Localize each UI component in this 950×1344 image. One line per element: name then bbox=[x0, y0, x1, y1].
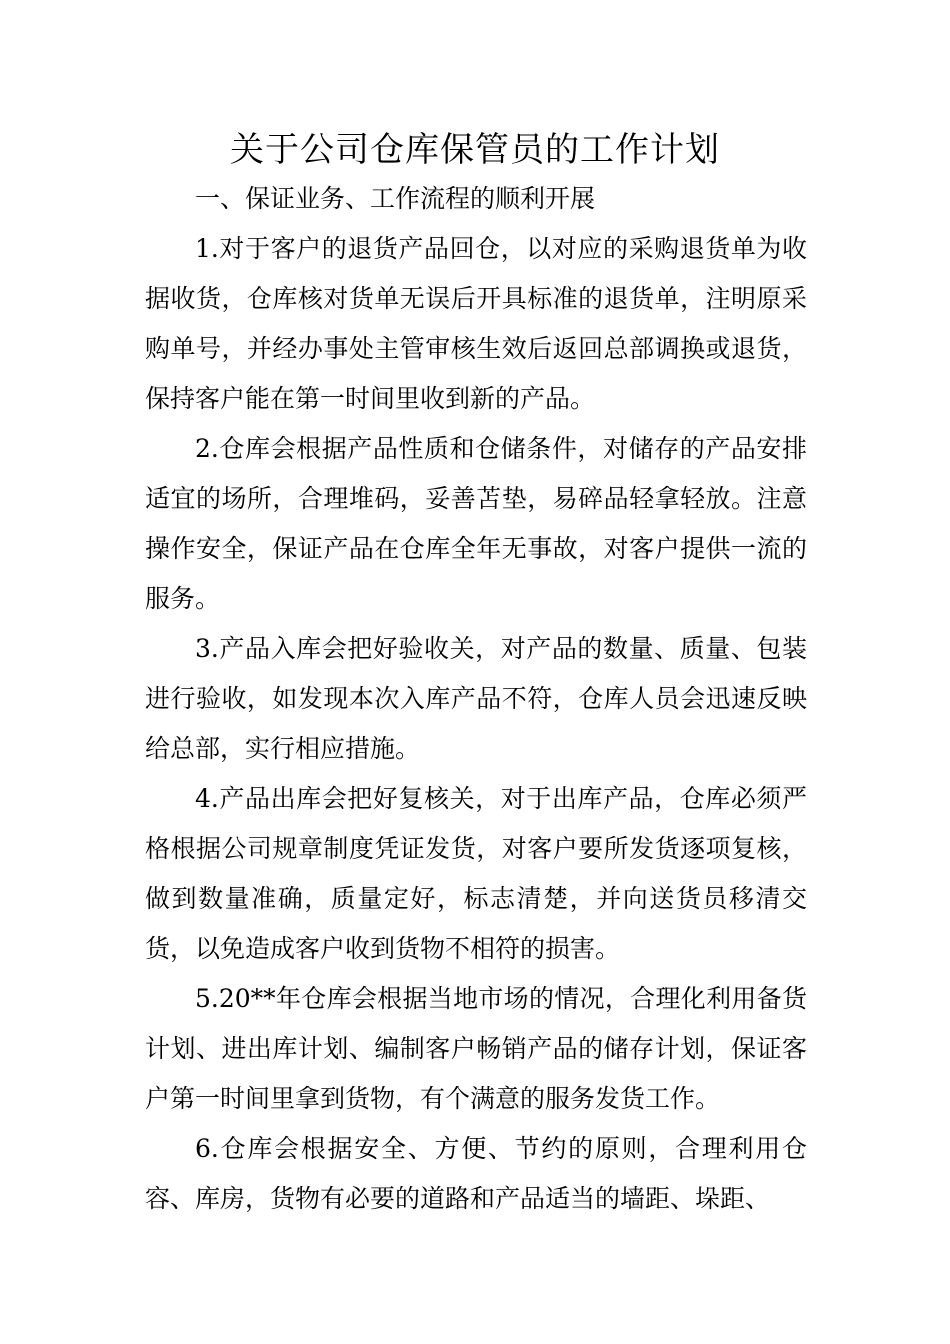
paragraph-2: 2.仓库会根据产品性质和仓储条件，对储存的产品安排适宜的场所，合理堆码，妥善苫垫，易碎品轻拿轻放。注意操作安全，保证产品在仓库全年无事故，对客户提供一流的服务。 bbox=[145, 434, 807, 613]
paragraph-3: 3.产品入库会把好验收关，对产品的数量、质量、包装进行验收，如发现本次入库产品不符，仓库人员会迅速反映给总部，实行相应措施。 bbox=[145, 634, 807, 763]
paragraph-1: 1.对于客户的退货产品回仓，以对应的采购退货单为收据收货，仓库核对货单无误后开具标准的退货单，注明原采购单号，并经办事处主管审核生效后返回总部调换或退货，保持客户能在第一时间里收到新的产品。 bbox=[145, 234, 807, 413]
paragraph-4: 4.产品出库会把好复核关，对于出库产品，仓库必须严格根据公司规章制度凭证发货，对客户要所发货逐项复核，做到数量准确，质量定好，标志清楚，并向送货员移清交货，以免造成客户收到货物不相符的损害。 bbox=[145, 784, 807, 963]
document-title: 关于公司仓库保管员的工作计划 bbox=[230, 130, 720, 170]
paragraph-6: 6.仓库会根据安全、方便、节约的原则，合理利用仓容、库房，货物有必要的道路和产品适当的墙距、垛距、 bbox=[145, 1134, 807, 1213]
paragraph-5: 5.20**年仓库会根据当地市场的情况，合理化利用备货计划、进出库计划、编制客户畅销产品的储存计划，保证客户第一时间里拿到货物，有个满意的服务发货工作。 bbox=[145, 984, 807, 1113]
section-heading: 一、保证业务、工作流程的顺利开展 bbox=[195, 184, 596, 213]
document-body bbox=[145, 174, 807, 1224]
